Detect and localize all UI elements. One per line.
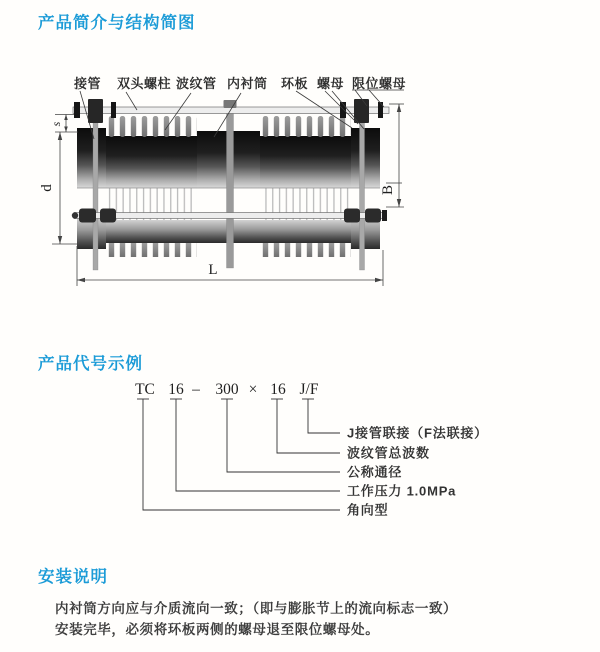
upper-right-collar (351, 128, 380, 188)
section-heading-structure: 产品简介与结构简图 (38, 14, 196, 32)
dimension-label-s: s (49, 121, 63, 127)
limit-nut (378, 102, 383, 118)
bottom-fins-right (260, 243, 351, 257)
rod-sleeve (79, 209, 96, 223)
bottom-fins-left (106, 243, 197, 257)
product-code-example (135, 381, 488, 518)
nut (111, 102, 116, 118)
label-limit-nut: 限位螺母 (352, 76, 407, 91)
label-ring-plate: 环板 (281, 76, 309, 91)
code-tokens (135, 381, 319, 398)
label-double-end-stud: 双头螺柱 (117, 76, 172, 91)
top-fins-right (260, 116, 351, 137)
callout-angular-type: 角向型 (347, 502, 389, 518)
label-connecting-pipe: 接管 (74, 76, 102, 91)
callout-wave-count: 波纹管总波数 (347, 445, 430, 461)
code-token-dash: – (192, 381, 200, 398)
label-inner-liner: 内衬筒 (227, 76, 268, 91)
dimension-s (49, 115, 78, 133)
code-token-pressure: 16 (168, 381, 184, 398)
stud-block (88, 99, 103, 123)
top-fins-left (106, 116, 197, 137)
dimension-label-L: L (208, 262, 218, 278)
code-token-diameter: 300 (215, 381, 239, 398)
lower-bellows-left-body (106, 220, 197, 243)
code-token-connect: J/F (299, 381, 319, 398)
code-token-type: TC (135, 381, 155, 398)
nut (74, 102, 80, 118)
dimension-label-B: B (380, 184, 396, 196)
lower-bellows-right-body (260, 220, 351, 243)
section-heading-install: 安装说明 (38, 568, 108, 586)
label-bellows: 波纹管 (176, 76, 217, 91)
callout-nominal-diameter: 公称通径 (347, 464, 403, 480)
callout-lines (137, 399, 340, 510)
label-nut: 螺母 (317, 76, 345, 91)
code-token-times: × (248, 381, 258, 398)
callout-working-pressure: 工作压力 1.0MPa (347, 483, 457, 499)
install-note-line1: 内衬筒方向应与介质流向一致；（即与膨胀节上的流向标志一致） (55, 601, 458, 616)
rod-sleeve (365, 209, 381, 223)
limit-nut (382, 210, 387, 221)
install-note-line2: 安装完毕，必须将环板两侧的螺母退至限位螺母处。 (55, 622, 380, 637)
dimension-label-d: d (39, 184, 55, 192)
dimension-B (380, 104, 404, 207)
rod-sleeve (100, 209, 116, 223)
callout-connection-type: J接管联接（F法联接） (347, 425, 488, 441)
code-token-waves: 16 (270, 381, 286, 398)
dimension-d (39, 132, 78, 244)
upper-bellows-left-body (106, 136, 197, 188)
upper-bellows-right-body (260, 136, 351, 188)
rod-sleeve (344, 209, 360, 223)
structure-diagram (39, 76, 406, 286)
callout-labels (347, 426, 488, 518)
part-labels (73, 76, 406, 91)
section-heading-code: 产品代号示例 (38, 355, 143, 373)
upper-left-collar (77, 128, 106, 188)
